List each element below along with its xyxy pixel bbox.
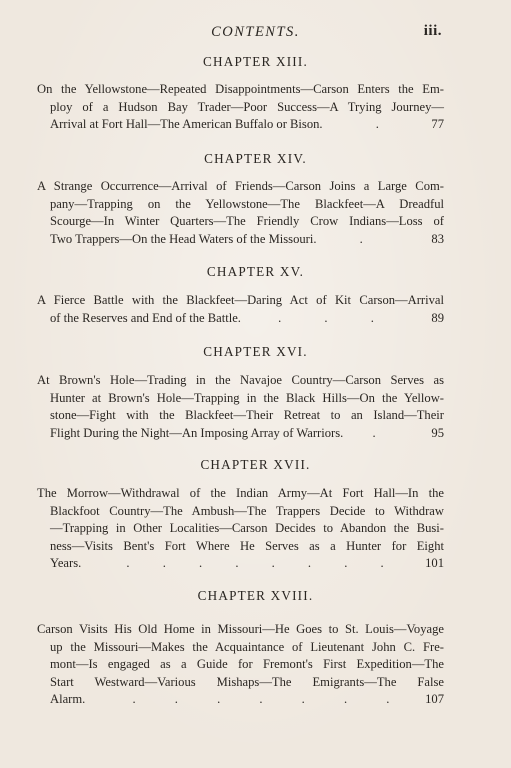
synopsis-line-last — [50, 310, 444, 328]
synopsis-line: Carson Visits His Old Home in Missouri—He Goes to St. Louis—Voyage — [37, 622, 444, 636]
chapter-heading: CHAPTER XIV. — [204, 151, 307, 166]
synopsis-line: Start Westward—Various Mishaps—The Emigrants—The False — [50, 674, 444, 689]
synopsis-line-last — [50, 231, 444, 249]
synopsis-line: Scourge—In Winter Quarters—The Friendly Crow Indians—Loss of — [50, 214, 444, 229]
chapter-heading: CHAPTER XIII. — [203, 54, 308, 69]
synopsis-line: At Brown's Hole—Trading in the Navajoe Country—Carson Serves as — [37, 373, 444, 387]
synopsis-line-text: Flight During the Night—An Imposing Array of Warriors. — [50, 425, 344, 440]
synopsis-line: —Trapping in Other Localities—Carson Decides to Abandon the Busi- — [50, 521, 444, 536]
page-reference: 107 — [425, 692, 444, 707]
chapter-entry — [0, 53, 511, 134]
synopsis-line: The Morrow—Withdrawal of the Indian Army—At Fort Hall—In the — [37, 486, 444, 500]
page-reference: 95 — [431, 425, 444, 440]
synopsis-line-text: Two Trappers—On the Head Waters of the Missouri. — [50, 231, 317, 246]
chapter-heading: CHAPTER XVII. — [200, 457, 311, 472]
synopsis-line-text: Arrival at Fort Hall—The American Buffalo or Bison. — [50, 117, 323, 132]
page-number: iii. — [423, 23, 442, 39]
chapter-heading: CHAPTER XV. — [206, 264, 305, 279]
chapter-entry — [0, 263, 511, 327]
synopsis-line-text: Years. — [50, 556, 82, 571]
synopsis-line-last — [50, 555, 444, 573]
chapter-synopsis — [0, 372, 511, 442]
synopsis-line: ploy of a Hudson Bay Trader—Poor Success—A Trying Journey— — [50, 99, 444, 114]
dot-leaders: . . . . . . . . — [126, 556, 384, 571]
synopsis-line-last — [50, 425, 444, 443]
chapter-entry — [0, 150, 511, 248]
synopsis-line: On the Yellowstone—Repeated Disappointments—Carson Enters the Em- — [37, 82, 444, 96]
synopsis-line-last — [50, 116, 444, 134]
synopsis-line: Blackfoot Country—The Ambush—The Trappers Decide to Withdraw — [50, 503, 444, 518]
synopsis-line: mont—Is engaged as a Guide for Fremont's First Expedition—The — [50, 657, 444, 672]
chapter-entry — [0, 456, 511, 573]
page-reference: 101 — [425, 556, 444, 571]
dot-leaders: . — [359, 231, 363, 246]
running-head-title: CONTENTS. — [211, 24, 300, 40]
chapter-synopsis — [0, 81, 511, 134]
dot-leaders: . . . — [278, 310, 374, 325]
synopsis-line: ness—Visits Bent's Fort Where He Serves as a Hunter for Eight — [50, 538, 444, 553]
synopsis-line: pany—Trapping on the Yellowstone—The Blackfeet—A Dreadful — [50, 196, 444, 211]
chapter-synopsis — [0, 292, 511, 327]
page-reference: 83 — [431, 231, 444, 246]
synopsis-line: A Fierce Battle with the Blackfeet—Daring Act of Kit Carson—Arrival — [37, 293, 444, 307]
synopsis-line-last — [50, 691, 444, 709]
dot-leaders: . — [372, 425, 376, 440]
synopsis-line-text: of the Reserves and End of the Battle. — [50, 310, 241, 325]
chapter-synopsis — [0, 178, 511, 248]
synopsis-line: up the Missouri—Makes the Acquaintance of Lieutenant John C. Fre- — [50, 639, 444, 654]
page-reference: 77 — [431, 117, 444, 132]
chapter-entry — [0, 343, 511, 442]
dot-leaders: . — [375, 117, 379, 132]
running-head — [0, 22, 511, 44]
synopsis-line: stone—Fight with the Blackfeet—Their Retreat to an Island—Their — [50, 408, 444, 423]
synopsis-line: Hunter at Brown's Hole—Trapping in the Black Hills—On the Yellow- — [50, 390, 444, 405]
chapter-heading: CHAPTER XVI. — [203, 344, 308, 359]
dot-leaders: . . . . . . . — [132, 692, 390, 707]
chapter-synopsis — [0, 621, 511, 709]
synopsis-line-text: Alarm. — [50, 692, 86, 707]
chapter-heading: CHAPTER XVIII. — [197, 588, 314, 603]
synopsis-line: A Strange Occurrence—Arrival of Friends—Carson Joins a Large Com- — [37, 179, 444, 193]
chapter-synopsis — [0, 485, 511, 573]
page-reference: 89 — [431, 310, 444, 325]
chapter-entry — [0, 587, 511, 709]
